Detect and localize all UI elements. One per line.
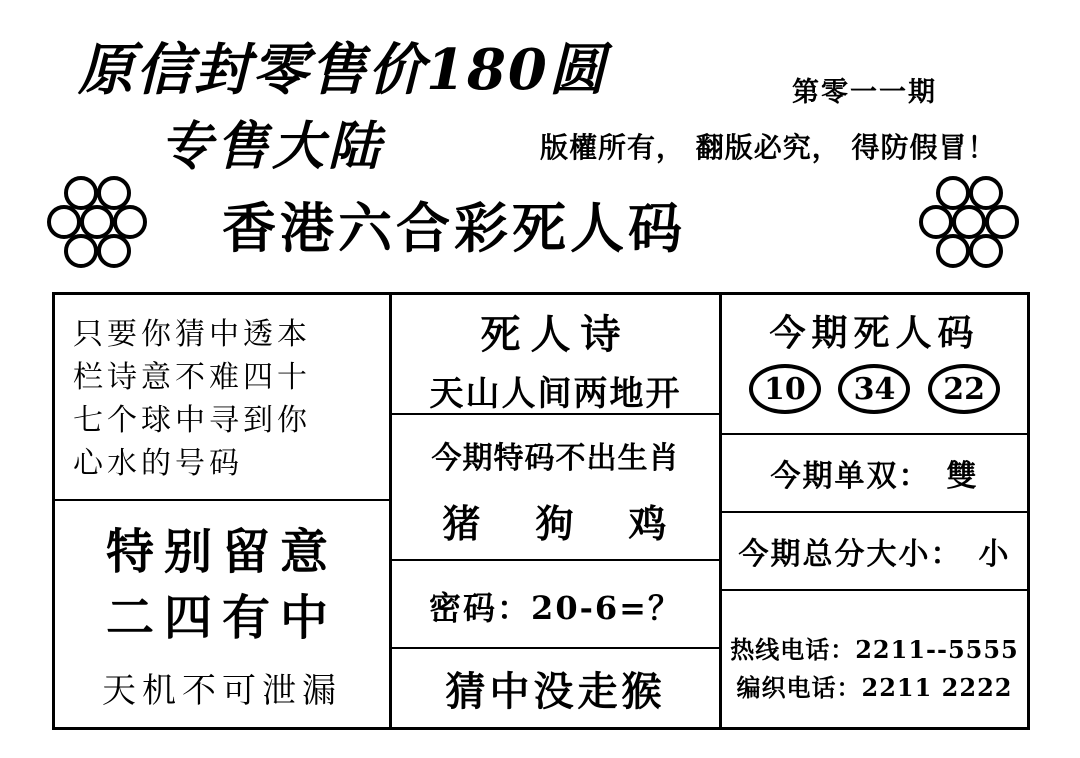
- poem-box: [392, 295, 719, 415]
- secret-code-line: 密码：20-6=？: [392, 561, 719, 649]
- flower-ornament-right-icon: [916, 176, 1028, 272]
- notice-box: [55, 501, 389, 727]
- zodiac-exclusion-box: [392, 415, 719, 561]
- hint-line: 栏诗意不难四十: [73, 360, 311, 395]
- poster-header: [0, 0, 1080, 280]
- size-row: [722, 513, 1027, 591]
- ball-list: [722, 356, 1027, 414]
- dead-numbers-title: 今期死人码: [769, 312, 980, 354]
- number-ball: 34: [838, 364, 910, 414]
- issue-number: 第零一一期: [792, 77, 937, 108]
- zodiac-item: 鸡: [628, 501, 669, 546]
- left-column: [55, 295, 392, 727]
- contact-box: [722, 591, 1027, 727]
- hint-line: 心水的号码: [73, 446, 243, 481]
- odd-even-label: 今期单双：: [770, 459, 931, 494]
- zodiac-label: 今期特码不出生肖: [431, 441, 680, 476]
- page-title: 香港六合彩死人码: [222, 196, 686, 260]
- hotline-phone: 热线电话：2211--5555: [730, 635, 1019, 664]
- right-column: [722, 295, 1027, 727]
- hint-box: [55, 295, 389, 501]
- size-label: 今期总分大小：: [738, 537, 963, 572]
- dead-numbers-box: [722, 295, 1027, 435]
- hint-line: 只要你猜中透本: [73, 317, 311, 352]
- poem-line: 天山人间两地开: [429, 374, 682, 414]
- zodiac-list: [392, 493, 719, 548]
- flower-ornament-left-icon: [44, 176, 156, 272]
- tail-slogan: 猜中没走猴: [445, 667, 666, 715]
- number-ball: 22: [928, 364, 1000, 414]
- exclusive-label: 专售大陆: [160, 116, 385, 177]
- number-ball: 10: [749, 364, 821, 414]
- middle-column: [392, 295, 722, 727]
- notice-subheadline: 二四有中: [105, 590, 338, 646]
- notice-footnote: 天机不可泄漏: [102, 671, 342, 711]
- zodiac-item: 猪: [442, 501, 483, 546]
- notice-headline: 特别留意: [105, 524, 338, 580]
- poem-title: 死人诗: [480, 311, 631, 358]
- weave-phone: 编织电话：2211 2222: [736, 673, 1013, 702]
- size-value: 小: [978, 537, 1011, 572]
- hint-line: 七个球中寻到你: [73, 403, 311, 438]
- odd-even-value: 雙: [946, 459, 979, 494]
- odd-even-row: [722, 435, 1027, 513]
- content-grid: [52, 292, 1030, 730]
- zodiac-item: 狗: [535, 501, 576, 546]
- copyright-notice: 版權所有， 翻版必究， 得防假冒！: [540, 131, 997, 164]
- price-line: 原信封零售价180圆: [78, 37, 607, 103]
